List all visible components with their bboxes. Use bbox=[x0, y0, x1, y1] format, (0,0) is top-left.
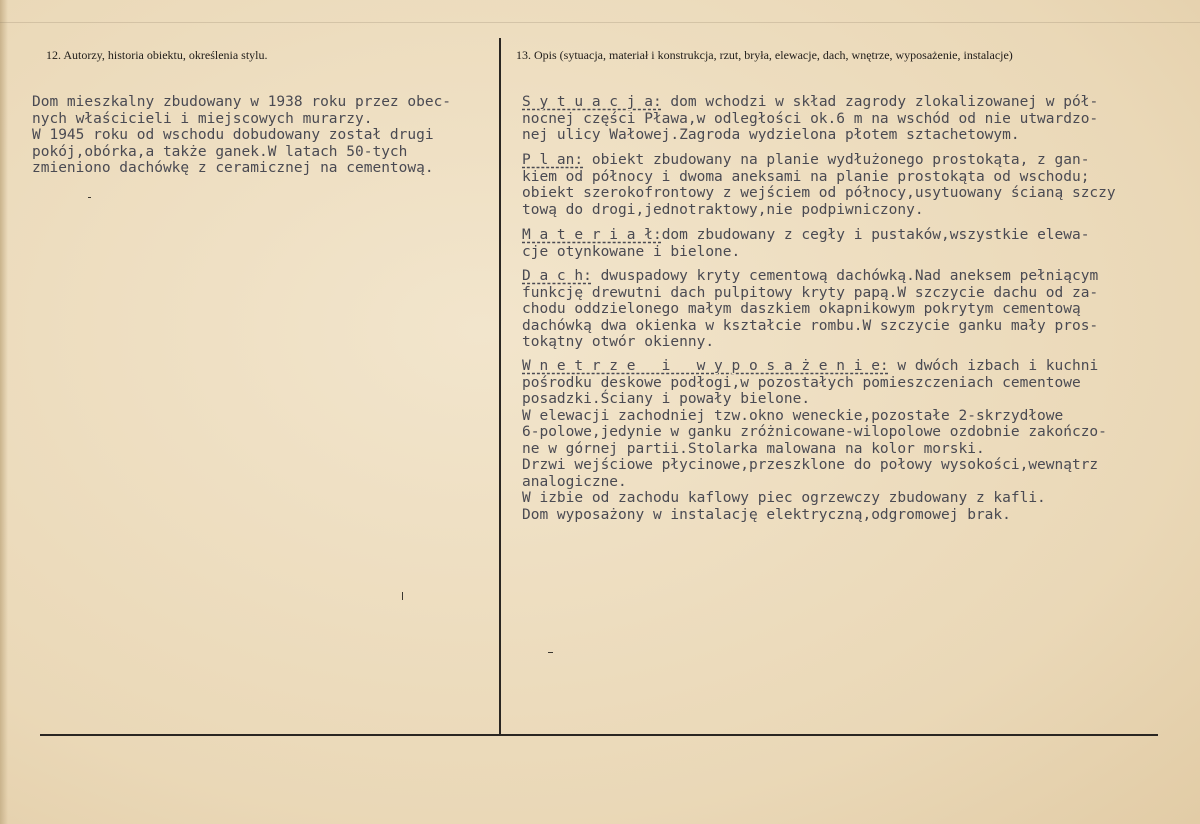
ink-speck bbox=[402, 592, 403, 600]
dach-line: dachówką dwa okienka w kształcie rombu.W szczycie ganku mały pros- bbox=[522, 317, 1099, 334]
plan-line: obiekt zbudowany na planie wydłużonego prostokąta, z gan- bbox=[583, 152, 1090, 168]
sytuacja-label: S y t u a c j a: bbox=[522, 94, 662, 110]
wnetrze-line: analogiczne. bbox=[522, 473, 627, 490]
dach-line: chodu oddzielonego małym daszkiem okapnikowym pokrytym cementową bbox=[522, 301, 1081, 317]
dach-line: funkcję drewutni dach pulpitowy kryty papą.W szczycie dachu od za- bbox=[522, 284, 1099, 301]
wnetrze-line: Drzwi wejściowe płycinowe,przeszklone do połowy wysokości,wewnątrz bbox=[522, 457, 1099, 473]
wnetrze-line: posadzki.Ściany i powały bielone. bbox=[522, 391, 811, 407]
column-divider bbox=[499, 38, 501, 734]
authors-history-text bbox=[32, 94, 451, 177]
left-line: nych właścicieli i miejscowych murarzy. bbox=[32, 110, 373, 127]
sytuacja-line: dom wchodzi w skład zagrody zlokalizowanej w pół- bbox=[661, 94, 1099, 110]
left-line: Dom mieszkalny zbudowany w 1938 roku przez obec- bbox=[32, 94, 452, 110]
bottom-rule bbox=[40, 734, 1158, 736]
section-material bbox=[522, 227, 1089, 260]
left-line: W 1945 roku od wschodu dobudowany został drugi bbox=[32, 127, 434, 143]
dach-line: tokątny otwór okienny. bbox=[522, 334, 715, 350]
ink-speck bbox=[88, 197, 91, 198]
section-plan bbox=[522, 152, 1116, 218]
wnetrze-line: W izbie od zachodu kaflowy piec ogrzewczy zbudowany z kafli. bbox=[522, 490, 1046, 506]
section-wnetrze bbox=[522, 358, 1107, 523]
ink-speck bbox=[548, 652, 553, 653]
wnetrze-line: pośrodku deskowe podłogi,w pozostałych pomieszczeniach cementowe bbox=[522, 374, 1081, 391]
sytuacja-line: nej ulicy Wałowej.Zagroda wydzielona płotem sztachetowym. bbox=[522, 127, 1020, 143]
section-sytuacja bbox=[522, 94, 1098, 144]
plan-line: kiem od północy i dwoma aneksami na planie prostokąta od wschodu; bbox=[522, 168, 1090, 185]
sytuacja-line: nocnej części Pława,w odległości ok.6 m na wschód od nie utwardzo- bbox=[522, 110, 1099, 127]
wnetrze-label: W n e t r z e i w y p o s a ż e n i e: bbox=[522, 358, 889, 374]
wnetrze-line: W elewacji zachodniej tzw.okno weneckie,pozostałe 2-skrzydłowe bbox=[522, 407, 1064, 424]
wnetrze-line: Dom wyposażony w instalację elektryczną,odgromowej brak. bbox=[522, 506, 1011, 523]
plan-line: tową do drogi,jednotraktowy,nie podpiwniczony. bbox=[522, 201, 924, 218]
plan-label: P l an: bbox=[522, 152, 584, 168]
section-12-header: 12. Autorzy, historia obiektu, określenia stylu. bbox=[46, 48, 268, 62]
plan-line: obiekt szerokofrontowy z wejściem od północy,usytuowany ścianą szczy bbox=[522, 185, 1116, 201]
section-13-header: 13. Opis (sytuacja, materiał i konstrukcja, rzut, bryła, elewacje, dach, wnętrze, wyposażenie, instalacje) bbox=[516, 48, 1013, 62]
material-label: M a t e r i a ł: bbox=[522, 227, 662, 243]
left-line: pokój,obórka,a także ganek.W latach 50-tych bbox=[32, 143, 408, 160]
material-line: cje otynkowane i bielone. bbox=[522, 243, 741, 260]
wnetrze-line: w dwóch izbach i kuchni bbox=[888, 358, 1099, 374]
paper-edge bbox=[0, 0, 8, 824]
material-line: dom zbudowany z cegły i pustaków,wszystkie elewa- bbox=[661, 227, 1090, 243]
dach-line: dwuspadowy kryty cementową dachówką.Nad aneksem pełniącym bbox=[591, 268, 1099, 284]
wnetrze-line: 6-polowe,jedynie w ganku zróżnicowane-wilopolowe ozdobnie zakończo- bbox=[522, 424, 1107, 440]
wnetrze-line: ne w górnej partii.Stolarka malowana na kolor morski. bbox=[522, 440, 985, 457]
left-line: zmieniono dachówkę z ceramicznej na cementową. bbox=[32, 160, 434, 176]
section-dach bbox=[522, 268, 1098, 351]
top-frame-line bbox=[0, 22, 1200, 23]
dach-label: D a c h: bbox=[522, 268, 592, 284]
